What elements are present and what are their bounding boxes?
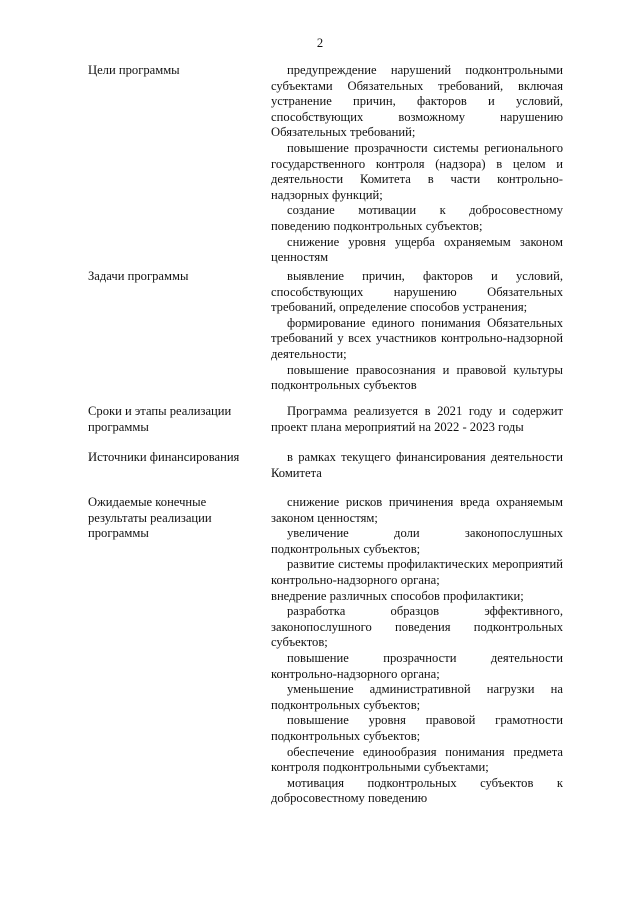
section-content	[271, 269, 563, 394]
section-label	[88, 269, 258, 285]
paragraph: в рамках текущего финансирования деятельности Комитета	[271, 450, 563, 480]
paragraph: обеспечение единообразия понимания предмета контроля подконтрольными субъектами;	[271, 744, 563, 775]
paragraph: выявление причин, факторов и условий, способствующих нарушению Обязательных требований, определение способов устранения;	[271, 269, 563, 315]
label-line: Источники финансирования	[88, 450, 240, 464]
section-content	[271, 63, 563, 266]
section-content	[271, 450, 563, 481]
section-label	[88, 63, 258, 79]
section-label	[88, 404, 258, 435]
paragraph: повышение прозрачности системы регионального государственного контроля (надзора) в целом и деятельности Комитета в части контрольно-надзорных функций;	[271, 140, 563, 202]
paragraph: внедрение различных способов профилактики;	[271, 588, 524, 603]
paragraph: формирование единого понимания Обязательных требований у всех участников контрольно-надзорной деятельности;	[271, 315, 563, 361]
paragraph: развитие системы профилактических мероприятий контрольно-надзорного органа;	[271, 557, 563, 587]
paragraph: мотивация подконтрольных субъектов к добросовестному поведению	[271, 775, 563, 806]
paragraph: разработка образцов эффективного, законопослушного поведения подконтрольных субъектов;	[271, 604, 563, 650]
paragraph: повышение уровня правовой грамотности подконтрольных субъектов;	[271, 713, 563, 743]
label-line: результаты реализации	[88, 510, 212, 525]
section-content	[271, 495, 563, 807]
label-line: Ожидаемые конечные	[88, 495, 207, 509]
section-label	[88, 450, 258, 466]
paragraph: повышение правосознания и правовой культуры подконтрольных субъектов	[271, 362, 563, 393]
label-line: Цели программы	[88, 63, 180, 77]
label-line: Сроки и этапы реализации	[88, 404, 232, 418]
page-number: 2	[316, 36, 324, 50]
label-line: программы	[88, 419, 149, 434]
paragraph: снижение уровня ущерба охраняемым законом ценностям	[271, 234, 563, 265]
paragraph: Программа реализуется в 2021 году и содержит проект плана мероприятий на 2022 - 2023 годы	[271, 404, 563, 434]
label-line: программы	[88, 526, 149, 541]
paragraph: создание мотивации к добросовестному поведению подконтрольных субъектов;	[271, 203, 563, 233]
section-label	[88, 495, 258, 542]
paragraph: уменьшение административной нагрузки на подконтрольных субъектов;	[271, 682, 563, 712]
paragraph: предупреждение нарушений подконтрольными субъектами Обязательных требований, включая устранение причин, факторов и условий, способствующих возможному нарушению Обязательных требований;	[271, 63, 563, 140]
section-content	[271, 404, 563, 435]
paragraph: снижение рисков причинения вреда охраняемым законом ценностям;	[271, 495, 563, 525]
paragraph: повышение прозрачности деятельности контрольно-надзорного органа;	[271, 650, 563, 681]
paragraph: увеличение доли законопослушных подконтрольных субъектов;	[271, 526, 563, 556]
label-line: Задачи программы	[88, 269, 189, 283]
